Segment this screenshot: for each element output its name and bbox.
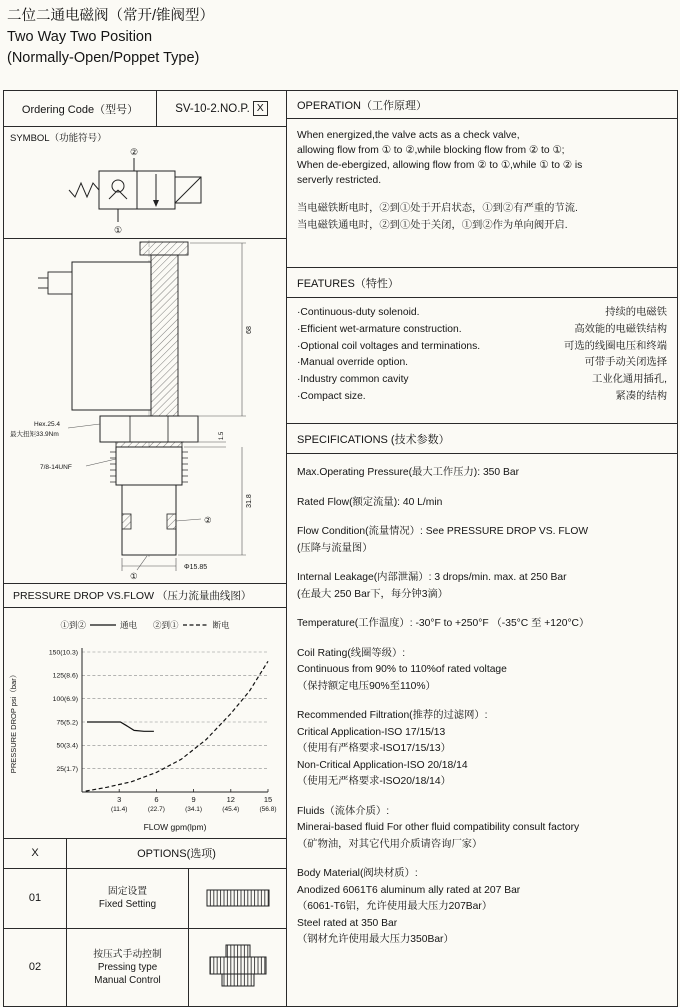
model-code-option-box: X: [253, 101, 268, 116]
svg-text:PRESSURE DROP psi（bar）: PRESSURE DROP psi（bar）: [9, 670, 18, 774]
option-code: 01: [4, 868, 67, 928]
solid-line-sample-icon: [90, 622, 116, 628]
features-list: [287, 298, 677, 424]
svg-text:31.8: 31.8: [246, 494, 253, 508]
svg-text:①: ①: [113, 225, 123, 235]
doc-title-en-1: Two Way Two Position: [7, 29, 153, 45]
svg-text:6: 6: [154, 795, 159, 804]
specifications-list: [287, 454, 677, 1006]
document-title-block: [7, 6, 214, 69]
spec-paragraph: Body Material(阀块材质）: Anodized 6061T6 aluminum ally rated at 207 Bar （6061-T6铝，允许使用最大压力207Bar） Steel rated at 350 Bar （钢材允许使用最大压力350Bar）: [297, 868, 521, 945]
svg-text:25(1.7): 25(1.7): [56, 766, 78, 774]
svg-text:1.5: 1.5: [219, 431, 225, 441]
options-col-x: X: [4, 838, 67, 868]
pressure-flow-chart-section: [4, 608, 286, 839]
spec-paragraph: Temperature(工作温度）: -30°F to +250°F （-35°C 至 +120°C）: [297, 618, 590, 629]
feature-item: ·Compact size. 紧凑的结构: [297, 390, 667, 402]
option-description: 按压式手动控制 Pressing type Manual Control: [67, 928, 189, 1006]
svg-text:(11.4): (11.4): [110, 806, 128, 813]
spec-paragraph: Rated Flow(额定流量): 40 L/min: [297, 496, 443, 508]
specifications-section-title: SPECIFICATIONS (技术参数）: [287, 424, 677, 454]
svg-text:(34.1): (34.1): [185, 806, 203, 813]
spec-paragraph: Coil Rating(线圈等级）: Continuous from 90% to 110%of rated voltage （保持额定电压90%至110%）: [297, 647, 507, 692]
right-column: [287, 91, 677, 1006]
svg-text:②: ②: [129, 147, 139, 157]
svg-text:68: 68: [246, 326, 253, 334]
chart-legend: [4, 608, 286, 634]
svg-text:100(6.9): 100(6.9): [52, 696, 78, 704]
doc-title-zh: 二位二通电磁阀（常开/锥阀型）: [7, 8, 215, 24]
ordering-code-row: [4, 91, 286, 127]
svg-text:7/8-14UNF: 7/8-14UNF: [40, 464, 72, 471]
svg-text:50(3.4): 50(3.4): [56, 742, 78, 750]
spec-paragraph: Fluids（流体介质）: Minerai-based fluid For other fluid compatibility consult factory （矿物油，对其它代用介质请咨询厂家）: [297, 805, 580, 850]
operation-english-text: [297, 128, 667, 188]
svg-text:②: ②: [204, 515, 212, 525]
svg-text:75(5.2): 75(5.2): [56, 719, 78, 727]
text-line: 当电磁铁断电时，②到①处于开启状态，①到②有严重的节流.: [297, 203, 578, 214]
svg-text:12: 12: [226, 795, 235, 804]
svg-text:(22.7): (22.7): [147, 806, 165, 813]
fixed-setting-screw-icon: [189, 868, 286, 928]
text-line: When energized,the valve acts as a check valve,: [297, 130, 520, 141]
feature-item: ·Efficient wet-armature construction. 高效能的电磁铁结构: [297, 323, 667, 335]
options-col-title: OPTIONS(选项): [137, 848, 216, 860]
svg-text:Hex.25.4: Hex.25.4: [34, 421, 61, 428]
valve-drawing-section: [4, 238, 286, 584]
svg-text:15: 15: [263, 795, 273, 804]
feature-item: ·Manual override option. 可带手动关闭选择: [297, 357, 667, 369]
operation-section-title: OPERATION（工作原理）: [287, 91, 677, 119]
model-code: SV-10-2.NO.P.: [175, 102, 250, 115]
legend-item-deenergized: ②到① 断电: [153, 620, 230, 630]
option-description: 固定设置 Fixed Setting: [67, 868, 189, 928]
chart-section-title: PRESSURE DROP VS.FLOW （压力流量曲线图）: [4, 583, 286, 608]
options-table-header: [4, 838, 286, 869]
svg-text:3: 3: [117, 795, 122, 804]
option-row-02: [4, 928, 286, 1006]
pressure-flow-plot: [4, 634, 286, 838]
text-line: serverly restricted.: [297, 175, 382, 186]
feature-item: ·Continuous-duty solenoid. 持续的电磁铁: [297, 307, 667, 318]
svg-text:150(10.3): 150(10.3): [48, 649, 78, 657]
svg-text:FLOW gpm(lpm): FLOW gpm(lpm): [143, 822, 207, 832]
spec-paragraph: Max.Operating Pressure(最大工作压力): 350 Bar: [297, 467, 520, 478]
svg-text:Φ15.85: Φ15.85: [184, 564, 208, 571]
text-line: 当电磁铁通电时，②到①处于关闭，①到②作为单向阀开启.: [297, 219, 568, 231]
symbol-section: [4, 126, 286, 239]
option-code: 02: [4, 928, 67, 1006]
datasheet-table: [3, 90, 678, 1007]
spec-paragraph: Internal Leakage(内部泄漏）: 3 drops/min. max. at 250 Bar (在最大 250 Bar下，每分钟3滴）: [297, 572, 567, 600]
svg-text:9: 9: [191, 795, 196, 804]
operation-text: [287, 119, 677, 268]
svg-text:125(8.6): 125(8.6): [52, 672, 78, 680]
feature-item: ·Optional coil voltages and terminations. 可选的线圈电压和终端: [297, 340, 667, 352]
dashed-line-sample-icon: [183, 622, 209, 628]
symbol-section-label: SYMBOL（功能符号）: [10, 133, 107, 144]
svg-text:最大扭矩33.9Nm: 最大扭矩33.9Nm: [10, 431, 59, 438]
operation-chinese-text: [297, 201, 667, 234]
text-line: allowing flow from ① to ②,while blocking flow from ② to ①;: [297, 145, 565, 156]
spec-paragraph: Recommended Filtration(推荐的过滤网）: Critical Application-ISO 17/15/13 （使用有严格要求-ISO17/15/13） Non-Critical Application-ISO 20/18/14 （使用无严格要求-ISO20/18/14）: [297, 710, 488, 787]
text-line: When de-ebergized, allowing flow from ② to ①,while ① to ② is: [297, 160, 583, 171]
svg-text:(45.4): (45.4): [222, 806, 240, 813]
spec-paragraph: Flow Condition(流量情况）: See PRESSURE DROP VS. FLOW (压降与流量图）: [297, 526, 589, 554]
features-section-title: FEATURES（特性）: [287, 268, 677, 298]
legend-item-energized: ①到② 通电: [60, 620, 137, 630]
feature-item: ·Industry common cavity 工业化通用插孔,: [297, 374, 667, 386]
ordering-code-label: Ordering Code（型号）: [4, 91, 157, 126]
doc-title-en-2: (Normally-Open/Poppet Type): [7, 50, 200, 66]
svg-text:(56.8): (56.8): [259, 806, 277, 813]
hydraulic-symbol-diagram: [4, 144, 286, 236]
left-column: [4, 91, 287, 1006]
svg-text:①: ①: [130, 571, 138, 581]
valve-cross-section-drawing: [4, 238, 286, 583]
option-row-01: [4, 868, 286, 929]
ordering-code-value: [157, 91, 286, 126]
manual-push-button-icon: [189, 928, 286, 1006]
